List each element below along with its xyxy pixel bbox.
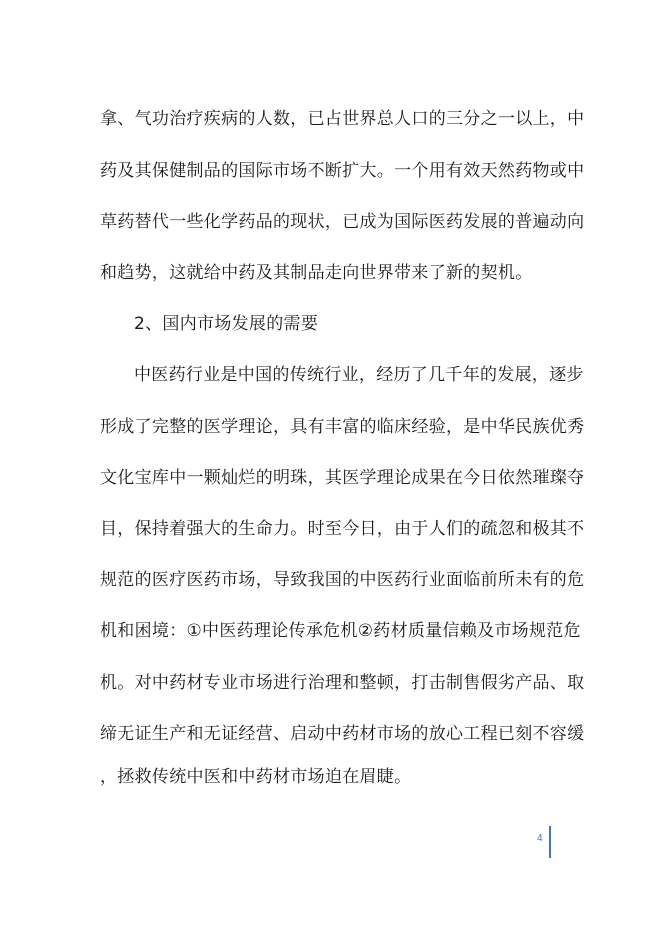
paragraph-line: 机和困境：①中医药理论传承危机②药材质量信赖及市场规范危 [100, 621, 581, 641]
paragraph-line: 目，保持着强大的生命力。时至今日，由于人们的疏忽和极其不 [100, 519, 585, 539]
paragraph-line: 拿、气功治疗疾病的人数，已占世界总人口的三分之一以上，中 [100, 109, 585, 129]
paragraph-line: 形成了完整的医学理论，具有丰富的临床经验，是中华民族优秀 [100, 417, 585, 437]
paragraph-line: 缔无证生产和无证经营、启动中药材市场的放心工程已刻不容缓 [100, 724, 585, 744]
paragraph-line: 规范的医疗医药市场，导致我国的中医药行业面临前所未有的危 [100, 570, 585, 590]
paragraph-line: 中医药行业是中国的传统行业，经历了几千年的发展，逐步 [134, 365, 584, 385]
paragraph-line: 机。对中药材专业市场进行治理和整顿，打击制售假劣产品、取 [100, 673, 585, 693]
paragraph-line: 文化宝库中一颗灿烂的明珠，其医学理论成果在今日依然璀璨夺 [100, 468, 585, 488]
paragraph-line: 草药替代一些化学药品的现状，已成为国际医药发展的普遍动向 [100, 212, 585, 232]
section-heading: 2、国内市场发展的需要 [134, 314, 319, 334]
paragraph-line: ，拯救传统中医和中药材市场迫在眉睫。 [100, 767, 412, 787]
paragraph-line: 药及其保健制品的国际市场不断扩大。一个用有效天然药物或中 [100, 161, 585, 181]
page-number: 4 [537, 833, 543, 844]
page-number-rule [549, 826, 551, 858]
paragraph-line: 和趋势，这就给中药及其制品走向世界带来了新的契机。 [100, 263, 533, 283]
